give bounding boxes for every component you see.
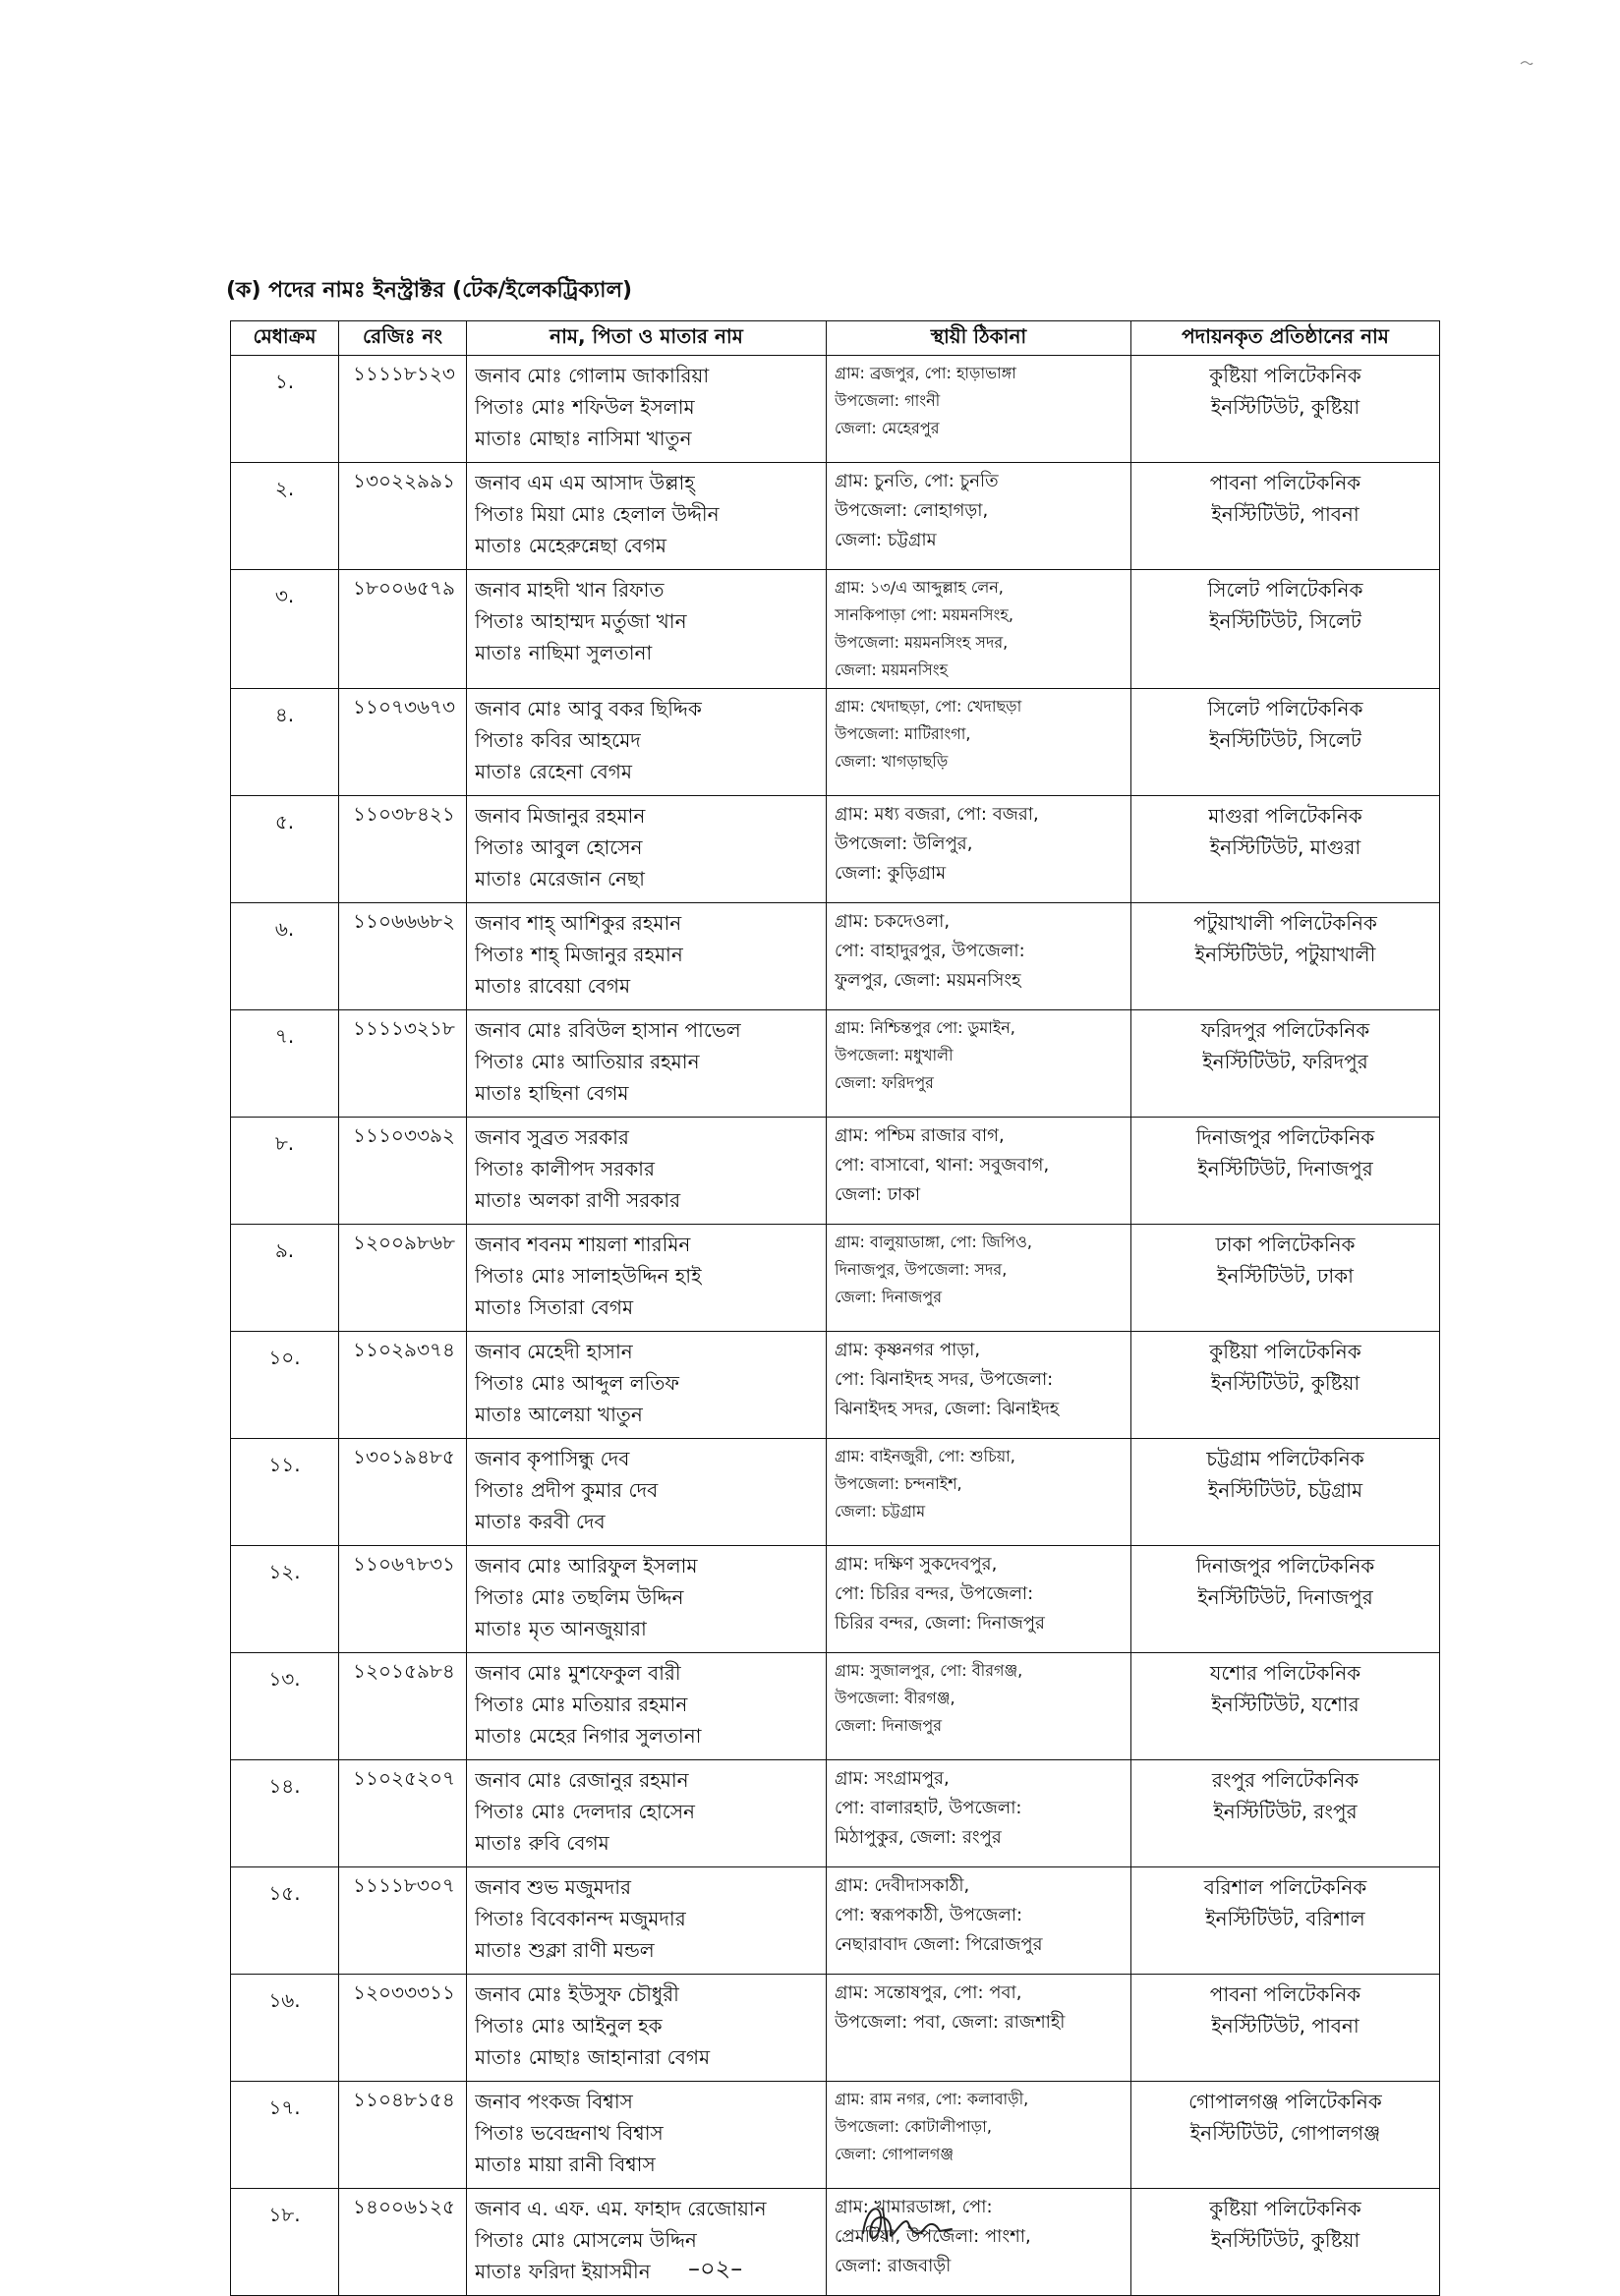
posted-institute-cell [1131,1332,1440,1439]
address-line: উপজেলা: মাটিরাংগা, [835,724,971,743]
institute-line: দিনাজপুর পলিটেকনিক [1195,1554,1375,1578]
registration-no-cell: ১১০৪৮১৫৪ [339,2082,467,2189]
institute-line: কুষ্টিয়া পলিটেকনিক [1209,2197,1361,2220]
merit-serial-cell: ৩. [231,570,339,689]
name-parents-cell [467,1546,827,1653]
permanent-address-cell [827,2082,1131,2189]
posted-institute-cell [1131,463,1440,570]
address-line: গ্রাম: বাইনজুরী, পো: শুচিয়া, [835,1447,1015,1465]
address-line: ফুলপুর, জেলা: ময়মনসিংহ [835,970,1021,991]
address-line: জেলা: গোপালগঞ্জ [835,2145,955,2163]
candidate-name: জনাব মোঃ আরিফুল ইসলাম [475,1554,698,1578]
father-name: পিতাঃ শাহ্ মিজানুর রহমান [475,943,683,966]
address-line: জেলা: কুড়িগ্রাম [835,863,947,884]
institute-line: পাবনা পলিটেকনিক [1209,471,1361,494]
institute-line: যশোর পলিটেকনিক [1209,1661,1361,1685]
mother-name: মাতাঃ নাছিমা সুলতানা [475,641,653,664]
address-line: পো: স্বরূপকাঠী, উপজেলা: [835,1905,1023,1925]
table-row [231,1546,1440,1653]
address-line: নেছারাবাদ জেলা: পিরোজপুর [835,1934,1043,1955]
page-number: –০২– [688,2255,743,2282]
institute-line: ইনস্টিটিউট, কুষ্টিয়া [1210,2228,1360,2252]
table-row [231,2189,1440,2296]
name-parents-cell [467,463,827,570]
father-name: পিতাঃ মোঃ আইনুল হক [475,2014,663,2038]
address-line: গ্রাম: ১৩/এ আব্দুল্লাহ লেন, [835,578,1004,597]
name-parents-cell [467,796,827,903]
registration-no-cell: ১১১১৩২১৮ [339,1010,467,1118]
merit-list-table [230,320,1440,2296]
institute-line: ইনস্টিটিউট, ফরিদপুর [1202,1050,1368,1073]
candidate-name: জনাব মিজানুর রহমান [475,804,646,828]
candidate-name: জনাব মোঃ আবু বকর ছিদ্দিক [475,697,702,720]
address-line: পো: বাহাদুরপুর, উপজেলা: [835,941,1025,961]
table-row [231,1332,1440,1439]
address-line: গ্রাম: খামারডাঙ্গা, পো: [835,2197,993,2217]
institute-line: চট্টগ্রাম পলিটেকনিক [1206,1447,1364,1470]
institute-line: ফরিদপুর পলিটেকনিক [1200,1018,1370,1042]
posted-institute-cell [1131,1546,1440,1653]
post-title: (ক) পদের নামঃ ইনস্ট্রাক্টর (টেক/ইলেকট্রিক্যাল) [226,278,633,303]
registration-no-cell: ১২০০৯৮৬৮ [339,1225,467,1332]
merit-serial-cell: ১৬. [231,1975,339,2082]
posted-institute-cell [1131,903,1440,1010]
father-name: পিতাঃ মোঃ আব্দুল লতিফ [475,1371,680,1395]
registration-no-cell: ১৪০০৬১২৫ [339,2189,467,2296]
candidate-name: জনাব শাহ্ আশিকুর রহমান [475,911,682,935]
permanent-address-cell [827,1546,1131,1653]
address-line: গ্রাম: খেদাছড়া, পো: খেদাছড়া [835,697,1022,716]
posted-institute-cell [1131,689,1440,796]
address-line: জেলা: দিনাজপুর [835,1716,942,1735]
posted-institute-cell [1131,356,1440,463]
merit-serial-cell: ১৭. [231,2082,339,2189]
father-name: পিতাঃ মোঃ সালাহউদ্দিন হাই [475,1264,702,1288]
permanent-address-cell [827,463,1131,570]
name-parents-cell [467,1118,827,1225]
mother-name: মাতাঃ মায়া রানী বিশ্বাস [475,2152,656,2176]
permanent-address-cell [827,689,1131,796]
posted-institute-cell [1131,570,1440,689]
registration-no-cell: ১১০৬৭৮৩১ [339,1546,467,1653]
father-name: পিতাঃ কালীপদ সরকার [475,1157,655,1180]
institute-line: ইনস্টিটিউট, কুষ্টিয়া [1210,1371,1360,1395]
candidate-name: জনাব এম এম আসাদ উল্লাহ্ [475,471,695,494]
header-permanent-address: স্থায়ী ঠিকানা [827,321,1131,356]
merit-serial-cell: ৪. [231,689,339,796]
candidate-name: জনাব মোঃ রবিউল হাসান পাভেল [475,1018,741,1042]
address-line: উপজেলা: লোহাগড়া, [835,500,989,521]
address-line: গ্রাম: সুজালপুর, পো: বীরগঞ্জ, [835,1661,1023,1680]
table-header-row [231,321,1440,356]
posted-institute-cell [1131,1653,1440,1760]
table-row [231,903,1440,1010]
mother-name: মাতাঃ রাবেয়া বেগম [475,974,631,998]
candidate-name: জনাব মাহদী খান রিফাত [475,578,665,602]
father-name: পিতাঃ মোঃ আতিয়ার রহমান [475,1050,700,1073]
permanent-address-cell [827,1653,1131,1760]
table-row [231,1225,1440,1332]
table-row [231,1760,1440,1867]
name-parents-cell [467,1975,827,2082]
merit-serial-cell: ১৮. [231,2189,339,2296]
institute-line: পাবনা পলিটেকনিক [1209,1982,1361,2006]
mother-name: মাতাঃ মেরেজান নেছা [475,867,645,890]
father-name: পিতাঃ মোঃ মোসলেম উদ্দিন [475,2228,697,2252]
address-line: জেলা: ময়মনসিংহ [835,660,949,679]
merit-serial-cell: ১৫. [231,1867,339,1975]
address-line: গ্রাম: ব্রজপুর, পো: হাড়াভাঙ্গা [835,364,1016,382]
merit-serial-cell: ১০. [231,1332,339,1439]
merit-serial-cell: ৭. [231,1010,339,1118]
posted-institute-cell [1131,1118,1440,1225]
mother-name: মাতাঃ মোছাঃ জাহানারা বেগম [475,2045,711,2069]
candidate-name: জনাব কৃপাসিন্ধু দেব [475,1447,630,1470]
table-row [231,2082,1440,2189]
mother-name: মাতাঃ করবী দেব [475,1510,606,1533]
institute-line: ইনস্টিটিউট, দিনাজপুর [1197,1585,1373,1609]
address-line: উপজেলা: মধুখালী [835,1046,954,1064]
permanent-address-cell [827,1760,1131,1867]
posted-institute-cell [1131,796,1440,903]
address-line: উপজেলা: উলিপুর, [835,833,973,854]
institute-line: ইনস্টিটিউট, সিলেট [1209,728,1361,752]
institute-line: দিনাজপুর পলিটেকনিক [1195,1125,1375,1149]
permanent-address-cell [827,1118,1131,1225]
registration-no-cell: ১২০১৫৯৮৪ [339,1653,467,1760]
registration-no-cell: ১১০৬৬৬৮২ [339,903,467,1010]
institute-line: সিলেট পলিটেকনিক [1207,578,1363,602]
address-line: জেলা: রাজবাড়ী [835,2256,952,2276]
institute-line: ইনস্টিটিউট, মাগুরা [1209,835,1361,859]
name-parents-cell [467,1653,827,1760]
institute-line: গোপালগঞ্জ পলিটেকনিক [1188,2090,1382,2113]
merit-serial-cell: ৮. [231,1118,339,1225]
institute-line: রংপুর পলিটেকনিক [1211,1768,1360,1792]
mother-name: মাতাঃ মৃত আনজুয়ারা [475,1617,647,1640]
father-name: পিতাঃ মোঃ তছলিম উদ্দিন [475,1585,684,1609]
institute-line: ঢাকা পলিটেকনিক [1215,1233,1356,1256]
address-line: জেলা: চট্টগ্রাম [835,1502,926,1521]
posted-institute-cell [1131,2189,1440,2296]
registration-no-cell: ১৩০১৯৪৮৫ [339,1439,467,1546]
address-line: ঝিনাইদহ সদর, জেলা: ঝিনাইদহ [835,1399,1060,1419]
institute-line: ইনস্টিটিউট, বরিশাল [1205,1907,1365,1930]
mother-name: মাতাঃ রুবি বেগম [475,1831,609,1855]
posted-institute-cell [1131,1867,1440,1975]
header-registration-no: রেজিঃ নং [339,321,467,356]
name-parents-cell [467,1225,827,1332]
candidate-name: জনাব মোঃ গোলাম জাকারিয়া [475,364,710,387]
institute-line: কুষ্টিয়া পলিটেকনিক [1209,364,1361,387]
name-parents-cell [467,903,827,1010]
name-parents-cell [467,2082,827,2189]
address-line: পো: ঝিনাইদহ সদর, উপজেলা: [835,1369,1054,1390]
merit-serial-cell: ১৪. [231,1760,339,1867]
institute-line: ইনস্টিটিউট, চট্টগ্রাম [1207,1478,1363,1502]
institute-line: পটুয়াখালী পলিটেকনিক [1193,911,1377,935]
permanent-address-cell [827,1867,1131,1975]
address-line: সানকিপাড়া পো: ময়মনসিংহ, [835,605,1013,624]
merit-serial-cell: ১২. [231,1546,339,1653]
institute-line: ইনস্টিটিউট, রংপুর [1213,1800,1358,1823]
address-line: গ্রাম: কৃষ্ণনগর পাড়া, [835,1340,981,1360]
table-body [231,356,1440,2296]
table-row [231,570,1440,689]
father-name: পিতাঃ বিবেকানন্দ মজুমদার [475,1907,686,1930]
name-parents-cell [467,1760,827,1867]
address-line: জেলা: ঢাকা [835,1184,921,1205]
merit-serial-cell: ১. [231,356,339,463]
permanent-address-cell [827,1225,1131,1332]
father-name: পিতাঃ আহাম্মদ মর্তুজা খান [475,609,687,633]
permanent-address-cell [827,903,1131,1010]
address-line: গ্রাম: দক্ষিণ সুকদেবপুর, [835,1554,998,1575]
registration-no-cell: ১১০২৫২০৭ [339,1760,467,1867]
permanent-address-cell [827,1439,1131,1546]
address-line: জেলা: মেহেরপুর [835,419,940,437]
table-row [231,689,1440,796]
father-name: পিতাঃ মোঃ মতিয়ার রহমান [475,1693,688,1716]
mother-name: মাতাঃ মেহেরুন্নেছা বেগম [475,534,667,557]
address-line: জেলা: চট্টগ্রাম [835,530,937,550]
name-parents-cell [467,570,827,689]
institute-line: ইনস্টিটিউট, কুষ্টিয়া [1210,395,1360,419]
header-name-parents: নাম, পিতা ও মাতার নাম [467,321,827,356]
permanent-address-cell [827,796,1131,903]
address-line: উপজেলা: চন্দনাইশ, [835,1474,962,1493]
candidate-name: জনাব মেহেদী হাসান [475,1340,633,1363]
permanent-address-cell [827,570,1131,689]
address-line: গ্রাম: পশ্চিম রাজার বাগ, [835,1125,1005,1146]
posted-institute-cell [1131,1439,1440,1546]
institute-line: ইনস্টিটিউট, পটুয়াখালী [1194,943,1376,966]
address-line: উপজেলা: ময়মনসিংহ সদর, [835,633,1009,652]
name-parents-cell [467,1332,827,1439]
posted-institute-cell [1131,1225,1440,1332]
address-line: চিরির বন্দর, জেলা: দিনাজপুর [835,1613,1045,1634]
address-line: জেলা: ফরিদপুর [835,1073,934,1092]
address-line: মিঠাপুকুর, জেলা: রংপুর [835,1827,1002,1848]
institute-line: মাগুরা পলিটেকনিক [1208,804,1362,828]
merit-serial-cell: ২. [231,463,339,570]
mother-name: মাতাঃ মোছাঃ নাসিমা খাতুন [475,427,692,450]
table-row [231,1867,1440,1975]
institute-line: ইনস্টিটিউট, যশোর [1211,1693,1360,1716]
posted-institute-cell [1131,2082,1440,2189]
address-line: উপজেলা: পবা, জেলা: রাজশাহী [835,2012,1066,2033]
candidate-name: জনাব শুভ মজুমদার [475,1875,632,1899]
mother-name: মাতাঃ মেহের নিগার সুলতানা [475,1724,702,1748]
institute-line: ইনস্টিটিউট, ঢাকা [1217,1264,1354,1288]
candidate-name: জনাব সুব্রত সরকার [475,1125,629,1149]
father-name: পিতাঃ আবুল হোসেন [475,835,643,859]
posted-institute-cell [1131,1975,1440,2082]
address-line: গ্রাম: সন্তোষপুর, পো: পবা, [835,1982,1022,2003]
address-line: উপজেলা: বীরগঞ্জ, [835,1689,955,1707]
mother-name: মাতাঃ রেহেনা বেগম [475,760,632,783]
name-parents-cell [467,356,827,463]
candidate-name: জনাব মোঃ ইউসুফ চৌধুরী [475,1982,679,2006]
institute-line: ইনস্টিটিউট, পাবনা [1211,502,1360,526]
address-line: পো: বাসাবো, থানা: সবুজবাগ, [835,1155,1050,1176]
table-row [231,1439,1440,1546]
father-name: পিতাঃ মোঃ শফিউল ইসলাম [475,395,695,419]
registration-no-cell: ১১১১৮১২৩ [339,356,467,463]
merit-serial-cell: ৫. [231,796,339,903]
address-line: গ্রাম: চকদেওলা, [835,911,951,932]
table-row [231,1653,1440,1760]
father-name: পিতাঃ কবির আহমেদ [475,728,641,752]
address-line: গ্রাম: রাম নগর, পো: কলাবাড়ী, [835,2090,1029,2108]
table-row [231,356,1440,463]
candidate-name: জনাব মোঃ রেজানুর রহমান [475,1768,689,1792]
permanent-address-cell [827,356,1131,463]
header-posted-institute: পদায়নকৃত প্রতিষ্ঠানের নাম [1131,321,1440,356]
address-line: পো: বালারহাট, উপজেলা: [835,1798,1022,1818]
permanent-address-cell [827,1975,1131,2082]
institute-line: ইনস্টিটিউট, সিলেট [1209,609,1361,633]
registration-no-cell: ১১০৩৮৪২১ [339,796,467,903]
header-merit-serial: মেধাক্রম [231,321,339,356]
candidate-name: জনাব মোঃ মুশফেকুল বারী [475,1661,681,1685]
permanent-address-cell [827,1010,1131,1118]
name-parents-cell [467,2189,827,2296]
mother-name: মাতাঃ শুক্লা রাণী মন্ডল [475,1938,655,1962]
table-row [231,463,1440,570]
name-parents-cell [467,1010,827,1118]
permanent-address-cell [827,1332,1131,1439]
registration-no-cell: ১২০৩৩৩১১ [339,1975,467,2082]
registration-no-cell: ১৩০২২৯৯১ [339,463,467,570]
father-name: পিতাঃ ভবেন্দ্রনাথ বিশ্বাস [475,2121,664,2145]
address-line: উপজেলা: গাংনী [835,391,941,410]
father-name: পিতাঃ প্রদীপ কুমার দেব [475,1478,659,1502]
mother-name: মাতাঃ হাছিনা বেগম [475,1081,629,1105]
address-line: পো: চিরির বন্দর, উপজেলা: [835,1583,1034,1604]
merit-serial-cell: ১৩. [231,1653,339,1760]
address-line: জেলা: দিনাজপুর [835,1288,942,1306]
mother-name: মাতাঃ আলেয়া খাতুন [475,1403,643,1426]
name-parents-cell [467,689,827,796]
merit-serial-cell: ১১. [231,1439,339,1546]
father-name: পিতাঃ মোঃ দেলদার হোসেন [475,1800,695,1823]
signature-mark [853,2194,961,2251]
institute-line: কুষ্টিয়া পলিটেকনিক [1209,1340,1361,1363]
mother-name: মাতাঃ ফরিদা ইয়াসমীন [475,2260,651,2283]
father-name: পিতাঃ মিয়া মোঃ হেলাল উদ্দীন [475,502,720,526]
address-line: জেলা: খাগড়াছড়ি [835,752,949,771]
address-line: গ্রাম: দেবীদাসকাঠী, [835,1875,970,1896]
merit-serial-cell: ৬. [231,903,339,1010]
candidate-name: জনাব এ. এফ. এম. ফাহাদ রেজোয়ান [475,2197,767,2220]
posted-institute-cell [1131,1010,1440,1118]
institute-line: ইনস্টিটিউট, গোপালগঞ্জ [1189,2121,1381,2145]
candidate-name: জনাব শবনম শায়লা শারমিন [475,1233,691,1256]
registration-no-cell: ১১১১৮৩০৭ [339,1867,467,1975]
registration-no-cell: ১১১০৩৩৯২ [339,1118,467,1225]
institute-line: ইনস্টিটিউট, দিনাজপুর [1197,1157,1373,1180]
table-row [231,796,1440,903]
address-line: প্রেমটিয়া, উপজেলা: পাংশা, [835,2226,1031,2247]
candidate-name: জনাব পংকজ বিশ্বাস [475,2090,633,2113]
mother-name: মাতাঃ সিতারা বেগম [475,1295,634,1319]
address-line: দিনাজপুর, উপজেলা: সদর, [835,1260,1008,1279]
merit-serial-cell: ৯. [231,1225,339,1332]
registration-no-cell: ১১০৭৩৬৭৩ [339,689,467,796]
institute-line: বরিশাল পলিটেকনিক [1203,1875,1367,1899]
name-parents-cell [467,1867,827,1975]
table-row [231,1010,1440,1118]
table-row [231,1118,1440,1225]
address-line: উপজেলা: কোটালীপাড়া, [835,2117,992,2136]
institute-line: ইনস্টিটিউট, পাবনা [1211,2014,1360,2038]
address-line: গ্রাম: চুনতি, পো: চুনতি [835,471,999,491]
institute-line: সিলেট পলিটেকনিক [1207,697,1363,720]
name-parents-cell [467,1439,827,1546]
posted-institute-cell [1131,1760,1440,1867]
registration-no-cell: ১১০২৯৩৭৪ [339,1332,467,1439]
mother-name: মাতাঃ অলকা রাণী সরকার [475,1188,681,1212]
address-line: গ্রাম: বালুয়াডাঙ্গা, পো: জিপিও, [835,1233,1033,1251]
registration-no-cell: ১৮০০৬৫৭৯ [339,570,467,689]
table-row [231,1975,1440,2082]
scan-speck-mark [1520,55,1533,67]
address-line: গ্রাম: সংগ্রামপুর, [835,1768,950,1789]
address-line: গ্রাম: মধ্য বজরা, পো: বজরা, [835,804,1039,825]
address-line: গ্রাম: নিশ্চিন্তপুর পো: ডুমাইন, [835,1018,1015,1037]
